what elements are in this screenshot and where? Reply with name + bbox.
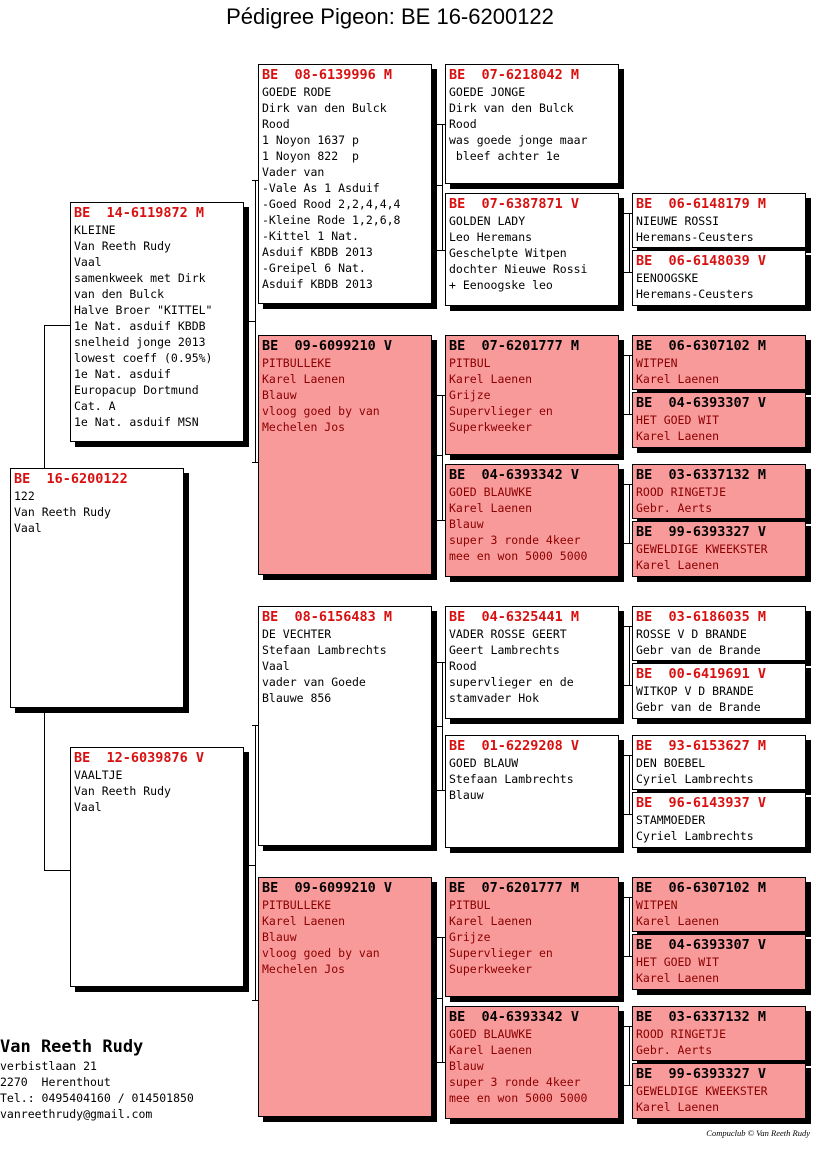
pigeon-info-line: Geschelpte Witpen (449, 246, 567, 260)
pigeon-card[interactable] (445, 193, 619, 306)
pigeon-info-line: super 3 ronde 4keer (449, 533, 581, 547)
connector-line (44, 870, 70, 871)
connector-line (436, 124, 445, 125)
ring-number: BE 06-6148179 M (636, 196, 767, 212)
pigeon-info-line: samenkweek met Dirk (74, 271, 206, 285)
pigeon-info-line: super 3 ronde 4keer (449, 1075, 581, 1089)
pigeon-name: GOED BLAUWKE (449, 485, 533, 499)
pigeon-name: KLEINE (74, 223, 116, 237)
connector-line (623, 414, 632, 415)
connector-line (442, 662, 443, 790)
pigeon-info-line: Superkweeker (449, 420, 533, 434)
connector-line (436, 726, 442, 727)
ring-number: BE 01-6229208 V (449, 738, 580, 754)
connector-line (629, 484, 630, 543)
pigeon-card[interactable] (632, 521, 806, 577)
pigeon-info-line: Vaal (14, 521, 42, 535)
ring-number: BE 04-6393307 V (636, 937, 767, 953)
connector-line (623, 543, 632, 544)
pigeon-info-line: Blauwe 856 (262, 691, 332, 705)
ring-number: BE 06-6148039 V (636, 253, 767, 269)
owner-email[interactable]: vanreethrudy@gmail.com (0, 1107, 153, 1121)
pigeon-card[interactable] (632, 392, 806, 448)
pigeon-info-line: bleef achter 1e (449, 149, 560, 163)
pigeon-info-line: Supervlieger en (449, 946, 553, 960)
pigeon-name: WITPEN (636, 356, 678, 370)
pigeon-card[interactable] (632, 464, 806, 519)
pigeon-info-line: -Greipel 6 Nat. (262, 261, 366, 275)
connector-line (623, 755, 632, 756)
pigeon-info-line: Van Reeth Rudy (74, 784, 171, 798)
ring-number: BE 06-6307102 M (636, 880, 767, 896)
pigeon-info-line: -Kleine Rode 1,2,6,8 (262, 213, 401, 227)
connector-line (623, 1026, 632, 1027)
pigeon-info-line: Mechelen Jos (262, 420, 346, 434)
connector-line (436, 185, 442, 186)
pigeon-info-line: Karel Laenen (449, 501, 533, 515)
connector-line (629, 1026, 630, 1085)
ring-number: BE 93-6153627 M (636, 738, 767, 754)
ring-number: BE 00-6419691 V (636, 666, 767, 682)
pigeon-info-line: Stefaan Lambrechts (449, 772, 574, 786)
pigeon-info-line: Blauw (262, 388, 297, 402)
connector-line (629, 755, 630, 814)
pigeon-info-line: Cat. A (74, 399, 116, 413)
connector-line (436, 662, 445, 663)
connector-line (44, 325, 45, 468)
connector-line (623, 213, 632, 214)
pigeon-card[interactable] (632, 934, 806, 990)
pigeon-info-line: Dirk van den Bulck (262, 101, 387, 115)
pigeon-name: PITBUL (449, 898, 491, 912)
connector-line (623, 272, 632, 273)
pigeon-name: EENOOGSKE (636, 271, 699, 285)
pigeon-card[interactable] (445, 335, 619, 455)
connector-line (629, 213, 630, 272)
connector-line (623, 1085, 632, 1086)
pigeon-card[interactable] (70, 202, 244, 442)
pigeon-card[interactable] (10, 468, 184, 708)
pigeon-info-line: Leo Heremans (449, 230, 533, 244)
connector-line (44, 708, 45, 870)
pigeon-name: WITKOP V D BRANDE (636, 684, 754, 698)
pigeon-info-line: dochter Nieuwe Rossi (449, 262, 588, 276)
pigeon-name: GOLDEN LADY (449, 214, 526, 228)
pigeon-info-line: Karel Laenen (636, 372, 720, 386)
connector-line (442, 124, 443, 250)
connector-line (623, 814, 632, 815)
pigeon-name: DEN BOEBEL (636, 756, 706, 770)
connector-line (442, 937, 443, 1062)
pigeon-name: GOEDE RODE (262, 85, 332, 99)
pigeon-info-line: 1e Nat. asduif (74, 367, 171, 381)
pigeon-name: WITPEN (636, 898, 678, 912)
page-title: Pédigree Pigeon: BE 16-6200122 (226, 4, 554, 29)
owner-city: 2270 Herenthout (0, 1075, 111, 1089)
pigeon-info-line: snelheid jonge 2013 (74, 335, 206, 349)
connector-line (44, 325, 70, 326)
pigeon-card[interactable] (632, 1063, 806, 1119)
pigeon-card[interactable] (632, 250, 806, 306)
pigeon-name: GEWELDIGE KWEEKSTER (636, 542, 768, 556)
pigeon-card[interactable] (70, 747, 244, 987)
pigeon-info-line: vloog goed by van (262, 946, 380, 960)
pigeon-info-line: 1 Noyon 1637 p (262, 133, 359, 147)
connector-line (436, 520, 445, 521)
pigeon-info-line: Rood (449, 117, 477, 131)
owner-name: Van Reeth Rudy (0, 1037, 144, 1057)
pigeon-info-line: Superkweeker (449, 962, 533, 976)
pigeon-info-line: vader van Goede (262, 675, 366, 689)
pigeon-info-line: Rood (449, 659, 477, 673)
ring-number: BE 03-6337132 M (636, 467, 767, 483)
pigeon-card[interactable] (632, 1006, 806, 1061)
connector-line (436, 455, 442, 456)
pigeon-name: PITBULLEKE (262, 898, 332, 912)
connector-line (255, 180, 256, 462)
pigeon-info-line: Karel Laenen (636, 914, 720, 928)
connector-line (436, 790, 445, 791)
pigeon-info-line: Rood (262, 117, 290, 131)
pigeon-info-line: Europacup Dortmund (74, 383, 199, 397)
pigeon-info-line: + Eenoogske leo (449, 278, 553, 292)
pigeon-card[interactable] (632, 193, 806, 248)
pigeon-name: DE VECHTER (262, 627, 332, 641)
pigeon-name: ROOD RINGETJE (636, 485, 727, 499)
pigeon-info-line: Cyriel Lambrechts (636, 829, 754, 843)
ring-number: BE 99-6393327 V (636, 1066, 767, 1082)
pigeon-info-line: Heremans-Ceusters (636, 230, 754, 244)
pigeon-name: VADER ROSSE GEERT (449, 627, 567, 641)
pigeon-info-line: Supervlieger en (449, 404, 553, 418)
pigeon-info-line: supervlieger en de (449, 675, 574, 689)
connector-line (442, 395, 443, 520)
pigeon-info-line: stamvader Hok (449, 691, 540, 705)
pigeon-card[interactable] (445, 735, 619, 848)
ring-number: BE 03-6186035 M (636, 609, 767, 625)
connector-line (629, 897, 630, 956)
connector-line (246, 865, 255, 866)
ring-number: BE 09-6099210 V (262, 338, 393, 354)
pigeon-info-line: -Kittel 1 Nat. (262, 229, 359, 243)
pigeon-info-line: Geert Lambrechts (449, 643, 560, 657)
pigeon-name: 122 (14, 489, 35, 503)
pigeon-info-line: Dirk van den Bulck (449, 101, 574, 115)
pigeon-name: STAMMOEDER (636, 813, 706, 827)
connector-line (623, 956, 632, 957)
ring-number: BE 07-6201777 M (449, 338, 580, 354)
connector-line (255, 725, 256, 1000)
pigeon-card[interactable] (445, 877, 619, 997)
ring-number: BE 09-6099210 V (262, 880, 393, 896)
ring-number: BE 04-6393342 V (449, 1009, 580, 1025)
pigeon-info-line: Blauw (262, 930, 297, 944)
pigeon-info-line: Asduif KBDB 2013 (262, 277, 373, 291)
pigeon-info-line: Stefaan Lambrechts (262, 643, 387, 657)
pigeon-info-line: Van Reeth Rudy (14, 505, 111, 519)
ring-number: BE 06-6307102 M (636, 338, 767, 354)
owner-address: verbistlaan 21 (0, 1059, 97, 1073)
pigeon-card[interactable] (258, 335, 432, 575)
pigeon-card[interactable] (445, 606, 619, 719)
pigeon-card[interactable] (258, 606, 432, 846)
pigeon-card[interactable] (632, 606, 806, 661)
pigeon-info-line: mee en won 5000 5000 (449, 1091, 588, 1105)
connector-line (436, 1062, 445, 1063)
pigeon-info-line: Vaal (74, 800, 102, 814)
connector-line (629, 355, 630, 414)
connector-line (629, 626, 630, 685)
pigeon-info-line: Vaal (74, 255, 102, 269)
pigeon-info-line: Blauw (449, 788, 484, 802)
ring-number: BE 96-6143937 V (636, 795, 767, 811)
pigeon-info-line: van den Bulck (74, 287, 165, 301)
ring-number: BE 14-6119872 M (74, 205, 205, 221)
pigeon-info-line: Karel Laenen (449, 372, 533, 386)
pigeon-info-line: -Vale As 1 Asduif (262, 181, 380, 195)
pigeon-info-line: Grijze (449, 388, 491, 402)
pigeon-info-line: Karel Laenen (636, 558, 720, 572)
pigeon-card[interactable] (632, 335, 806, 390)
pigeon-name: GOEDE JONGE (449, 85, 526, 99)
ring-number: BE 16-6200122 (14, 471, 128, 487)
connector-line (436, 937, 445, 938)
pigeon-info-line: 1e Nat. asduif MSN (74, 415, 199, 429)
pigeon-name: GOED BLAUW (449, 756, 519, 770)
ring-number: BE 03-6337132 M (636, 1009, 767, 1025)
connector-line (436, 395, 445, 396)
ring-number: BE 04-6393307 V (636, 395, 767, 411)
pigeon-info-line: Gebr. Aerts (636, 501, 713, 515)
connector-line (246, 321, 255, 322)
pigeon-info-line: Karel Laenen (636, 1100, 720, 1114)
pigeon-name: NIEUWE ROSSI (636, 214, 720, 228)
pigeon-name: ROSSE V D BRANDE (636, 627, 747, 641)
pigeon-info-line: Van Reeth Rudy (74, 239, 171, 253)
ring-number: BE 04-6325441 M (449, 609, 580, 625)
connector-line (623, 685, 632, 686)
pigeon-name: HET GOED WIT (636, 955, 720, 969)
pigeon-name: GOED BLAUWKE (449, 1027, 533, 1041)
ring-number: BE 08-6156483 M (262, 609, 393, 625)
pigeon-card[interactable] (632, 792, 806, 848)
pigeon-info-line: vloog goed by van (262, 404, 380, 418)
pigeon-info-line: mee en won 5000 5000 (449, 549, 588, 563)
pigeon-card[interactable] (445, 464, 619, 577)
pigeon-info-line: Halve Broer "KITTEL" (74, 303, 213, 317)
pigeon-info-line: Vader van (262, 165, 325, 179)
ring-number: BE 04-6393342 V (449, 467, 580, 483)
pigeon-info-line: Mechelen Jos (262, 962, 346, 976)
pigeon-info-line: Asduif KBDB 2013 (262, 245, 373, 259)
pigeon-card[interactable] (632, 735, 806, 790)
connector-line (623, 897, 632, 898)
pigeon-card[interactable] (632, 663, 806, 719)
ring-number: BE 07-6201777 M (449, 880, 580, 896)
pigeon-name: ROOD RINGETJE (636, 1027, 727, 1041)
pigeon-name: PITBUL (449, 356, 491, 370)
pigeon-info-line: Karel Laenen (636, 429, 720, 443)
ring-number: BE 07-6387871 V (449, 196, 580, 212)
pigeon-card[interactable] (632, 877, 806, 932)
pigeon-name: VAALTJE (74, 768, 123, 782)
pigeon-info-line: Vaal (262, 659, 290, 673)
pigeon-name: GEWELDIGE KWEEKSTER (636, 1084, 768, 1098)
pigeon-info-line: Gebr. Aerts (636, 1043, 713, 1057)
pigeon-info-line: Blauw (449, 1059, 484, 1073)
pigeon-info-line: Karel Laenen (636, 971, 720, 985)
pigeon-info-line: Blauw (449, 517, 484, 531)
pigeon-info-line: Karel Laenen (262, 372, 346, 386)
pigeon-info-line: Heremans-Ceusters (636, 287, 754, 301)
pigeon-info-line: lowest coeff (0.95%) (74, 351, 213, 365)
pigeon-name: PITBULLEKE (262, 356, 332, 370)
pigeon-info-line: Grijze (449, 930, 491, 944)
pigeon-info-line: Gebr van de Brande (636, 643, 761, 657)
connector-line (623, 355, 632, 356)
pigeon-info-line: Karel Laenen (262, 914, 346, 928)
pigeon-info-line: Cyriel Lambrechts (636, 772, 754, 786)
pigeon-info-line: Karel Laenen (449, 914, 533, 928)
ring-number: BE 07-6218042 M (449, 67, 580, 83)
connector-line (436, 250, 445, 251)
owner-phone: Tel.: 0495404160 / 014501850 (0, 1091, 194, 1105)
connector-line (436, 998, 442, 999)
pigeon-info-line: Karel Laenen (449, 1043, 533, 1057)
ring-number: BE 99-6393327 V (636, 524, 767, 540)
pigeon-card[interactable] (258, 64, 432, 304)
pigeon-card[interactable] (258, 877, 432, 1117)
pigeon-card[interactable] (445, 64, 619, 184)
ring-number: BE 08-6139996 M (262, 67, 393, 83)
footer-credit: Compuclub © Van Reeth Rudy (706, 1128, 810, 1138)
pigeon-info-line: 1 Noyon 822 p (262, 149, 359, 163)
connector-line (623, 626, 632, 627)
pigeon-info-line: was goede jonge maar (449, 133, 588, 147)
connector-line (623, 484, 632, 485)
ring-number: BE 12-6039876 V (74, 750, 205, 766)
owner-block (0, 1036, 194, 1122)
pigeon-info-line: Gebr van de Brande (636, 700, 761, 714)
pigeon-card[interactable] (445, 1006, 619, 1119)
pigeon-name: HET GOED WIT (636, 413, 720, 427)
pigeon-info-line: 1e Nat. asduif KBDB (74, 319, 206, 333)
pigeon-info-line: -Goed Rood 2,2,4,4,4 (262, 197, 401, 211)
